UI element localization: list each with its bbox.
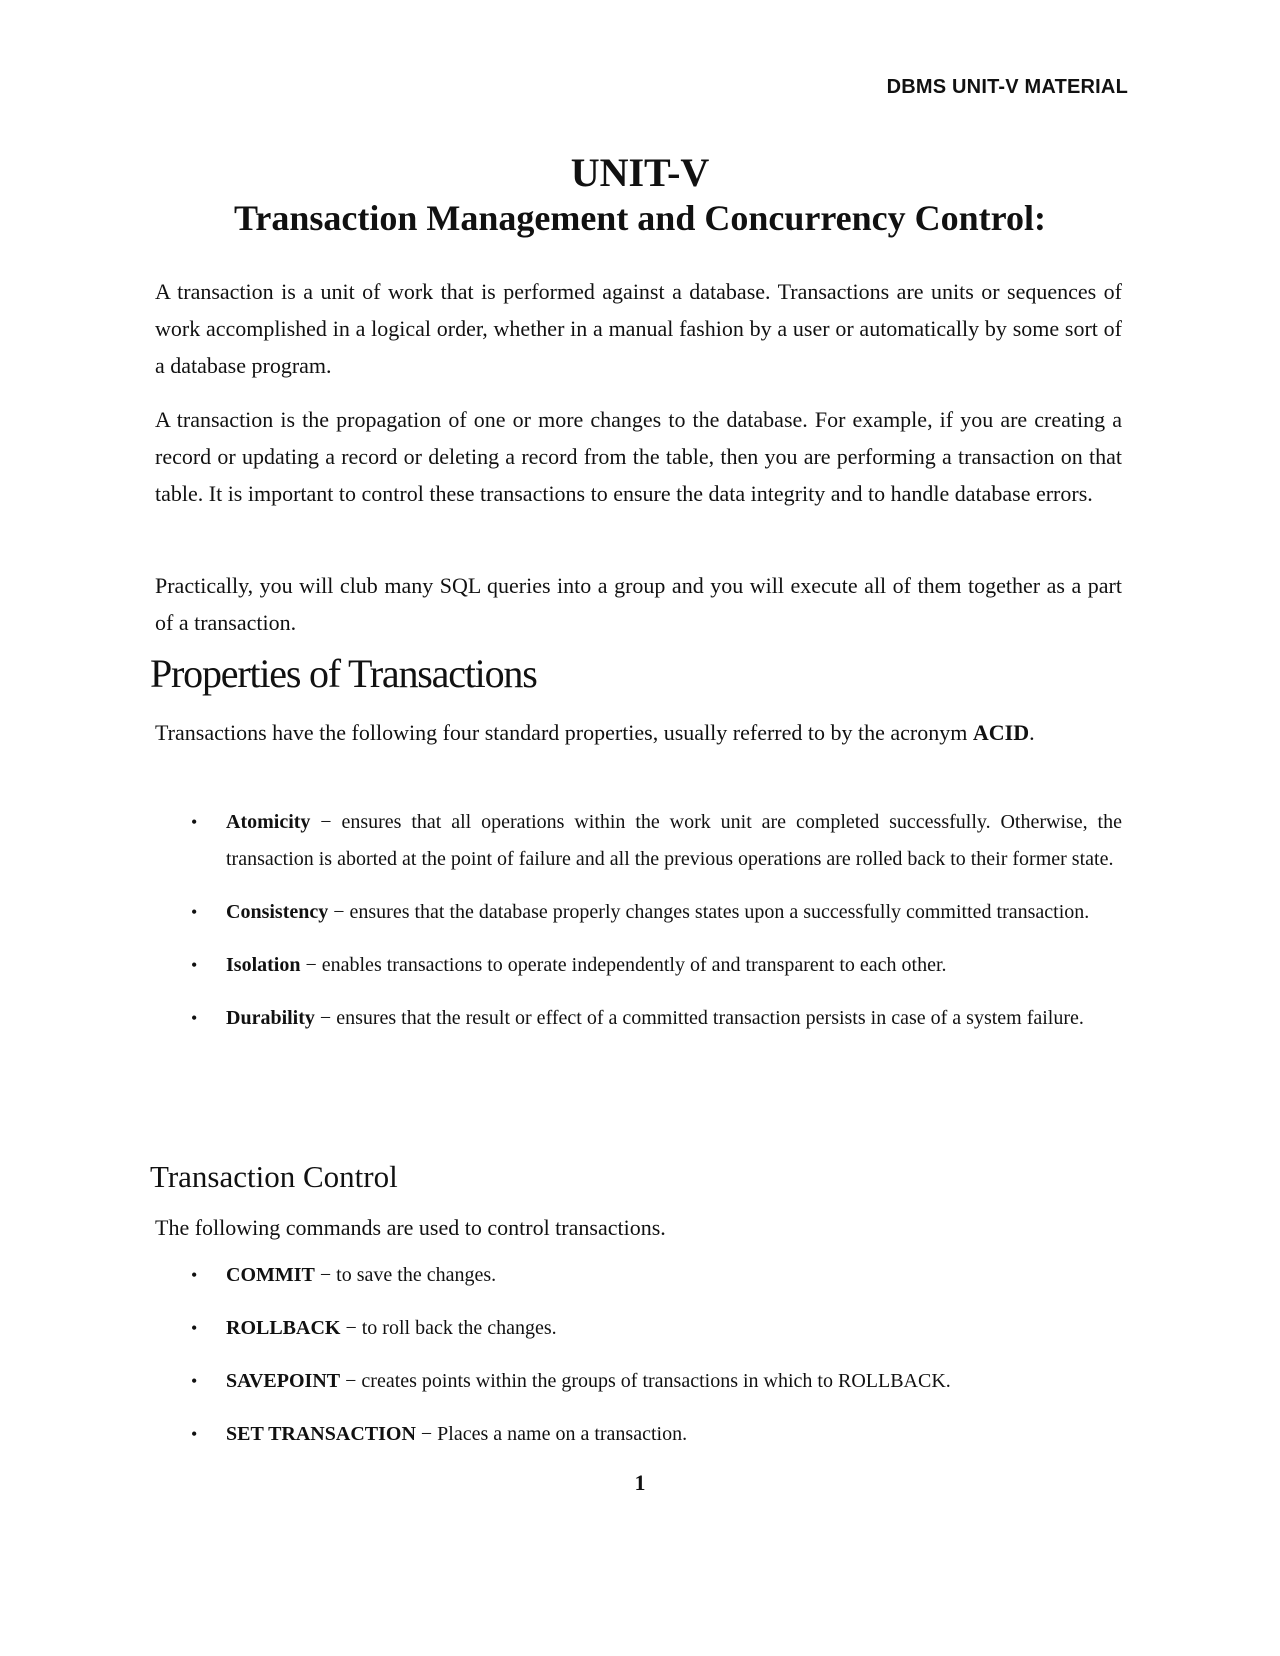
list-item-atomicity — [155, 804, 1122, 878]
transaction-control-heading: Transaction Control — [150, 1159, 398, 1194]
desc-commit: to save the changes. — [336, 1264, 497, 1286]
term-separator: − — [415, 1423, 438, 1445]
list-item-isolation — [155, 947, 1122, 984]
list-item-durability — [155, 1000, 1122, 1037]
term-savepoint: SAVEPOINT — [226, 1370, 341, 1392]
desc-isolation: enables transactions to operate independently of and transparent to each other. — [321, 954, 947, 976]
bullet-icon: • — [191, 1265, 198, 1285]
term-set-transaction: SET TRANSACTION — [226, 1423, 416, 1445]
control-intro: The following commands are used to control transactions. — [155, 1215, 666, 1240]
term-separator: − — [314, 1007, 337, 1029]
bullet-icon: • — [191, 812, 198, 832]
intro-paragraph-3: Practically, you will club many SQL queries into a group and you will execute all of them together as a part of a transaction. — [155, 573, 1122, 635]
term-rollback: ROLLBACK — [226, 1317, 341, 1339]
list-item-savepoint — [155, 1363, 1122, 1400]
term-separator: − — [314, 1264, 337, 1286]
properties-intro — [155, 714, 1122, 751]
term-consistency: Consistency — [226, 901, 329, 923]
term-commit: COMMIT — [226, 1264, 315, 1286]
desc-savepoint: creates points within the groups of transactions in which to ROLLBACK. — [361, 1370, 951, 1392]
intro-paragraph-1: A transaction is a unit of work that is performed against a database. Transactions are units or sequences of work accomplished in a logical order, whether in a manual fashion by a user or automatically by some sort of a database program. — [155, 279, 1122, 378]
desc-consistency: ensures that the database properly changes states upon a successfully committed transaction. — [349, 901, 1090, 923]
desc-rollback: to roll back the changes. — [361, 1317, 557, 1339]
acid-acronym: ACID — [972, 720, 1030, 745]
term-separator: − — [340, 1370, 362, 1392]
term-atomicity: Atomicity — [226, 811, 311, 833]
term-isolation: Isolation — [226, 954, 301, 976]
bullet-icon: • — [191, 955, 198, 975]
bullet-icon: • — [191, 1318, 198, 1338]
term-separator: − — [340, 1317, 362, 1339]
term-separator: − — [328, 901, 350, 923]
list-item-commit — [155, 1257, 1122, 1294]
properties-intro-text: Transactions have the following four standard properties, usually referred to by the acronym — [155, 720, 973, 745]
term-durability: Durability — [226, 1007, 315, 1029]
bullet-icon: • — [191, 1424, 198, 1444]
bullet-icon: • — [191, 1371, 198, 1391]
acid-properties-list — [155, 804, 1122, 1053]
desc-atomicity: ensures that all operations within the work unit are completed successfully. Otherwise, the transaction is aborted at the point of failure and all the previous operations are rolled back to their former state. — [226, 811, 1122, 870]
properties-heading: Properties of Transactions — [150, 651, 537, 696]
properties-intro-end: . — [1029, 720, 1035, 745]
list-item-rollback — [155, 1310, 1122, 1347]
unit-subtitle: Transaction Management and Concurrency Control: — [234, 198, 1046, 238]
unit-title: UNIT-V — [570, 150, 710, 195]
intro-paragraph-2: A transaction is the propagation of one or more changes to the database. For example, if you are creating a record or updating a record or deleting a record from the table, then you are performing a transaction on that table. It is important to control these transactions to ensure the data integrity and to handle database errors. — [155, 407, 1122, 506]
term-separator: − — [310, 811, 342, 833]
running-header: DBMS UNIT-V MATERIAL — [886, 76, 1128, 98]
control-commands-list — [155, 1257, 1122, 1469]
page-number: 1 — [634, 1470, 646, 1495]
desc-set-transaction: Places a name on a transaction. — [437, 1423, 688, 1445]
list-item-set-transaction — [155, 1416, 1122, 1453]
bullet-icon: • — [191, 902, 198, 922]
list-item-consistency — [155, 894, 1122, 931]
term-separator: − — [300, 954, 322, 976]
desc-durability: ensures that the result or effect of a committed transaction persists in case of a system failure. — [336, 1007, 1084, 1029]
bullet-icon: • — [191, 1008, 198, 1028]
